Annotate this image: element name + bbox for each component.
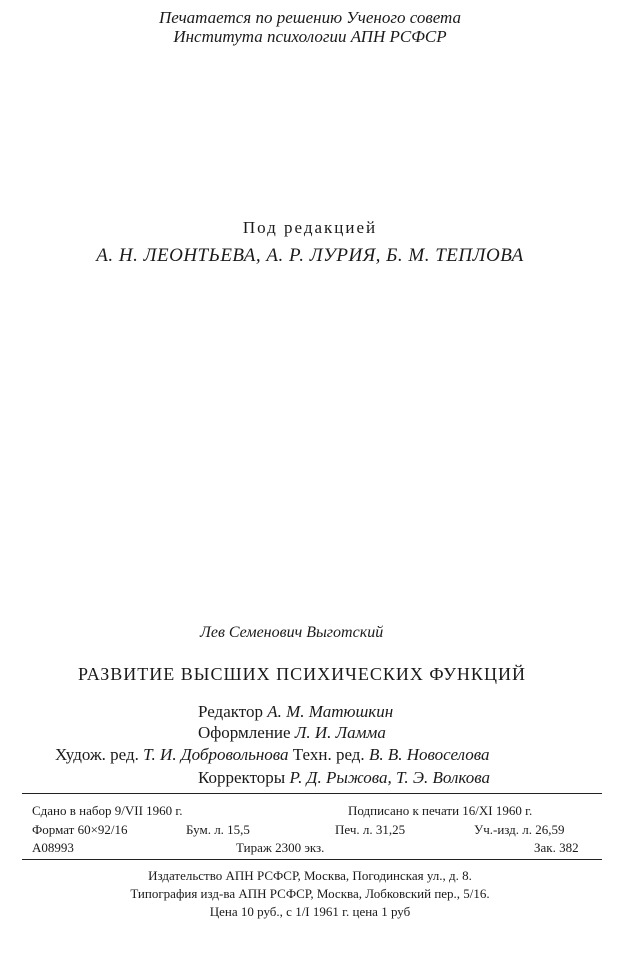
- editors-label: Под редакцией: [242, 218, 378, 237]
- credit-design-label: Оформление: [198, 723, 291, 742]
- imprint-print-sheets: Печ. л. 31,25: [335, 822, 406, 837]
- credit-editor: [198, 702, 393, 722]
- credit-art-label: Худож. ред.: [55, 745, 139, 764]
- imprint-bottom-rule: [22, 859, 602, 860]
- credit-proofreaders: [198, 768, 490, 788]
- credit-tech-label: Техн. ред.: [292, 745, 365, 764]
- credit-design-name: Л. И. Ламма: [294, 723, 386, 742]
- imprint-top-rule: [22, 793, 602, 794]
- book-title: РАЗВИТИЕ ВЫСШИХ ПСИХИЧЕСКИХ ФУНКЦИЙ: [78, 664, 526, 684]
- credit-editor-name: А. М. Матюшкин: [267, 702, 394, 721]
- imprint-pub-sheets: Уч.-изд. л. 26,59: [474, 822, 565, 837]
- approval-line-2: Института психологии АПН РСФСР: [173, 27, 447, 46]
- imprint-signed: Подписано к печати 16/XI 1960 г.: [348, 803, 533, 818]
- credit-proof-label: Корректоры: [198, 768, 286, 787]
- credit-art-tech: [55, 745, 489, 765]
- credit-design: [198, 723, 386, 743]
- credit-editor-label: Редактор: [198, 702, 263, 721]
- editors-names: А. Н. ЛЕОНТЬЕВА, А. Р. ЛУРИЯ, Б. М. ТЕПЛОВА: [96, 245, 524, 266]
- imprint-submitted: Сдано в набор 9/VII 1960 г.: [32, 803, 183, 818]
- publisher-line-1: Издательство АПН РСФСР, Москва, Погодинская ул., д. 8.: [148, 868, 472, 883]
- imprint-order: Зак. 382: [534, 840, 579, 855]
- publisher-line-2: Типография изд-ва АПН РСФСР, Москва, Лобковский пер., 5/16.: [130, 886, 490, 901]
- imprint-format: Формат 60×92/16: [32, 822, 128, 837]
- imprint-run: Тираж 2300 экз.: [236, 840, 325, 855]
- credit-art-name: Т. И. Добровольнова: [143, 745, 289, 764]
- credit-proof-names: Р. Д. Рыжова, Т. Э. Волкова: [289, 768, 490, 787]
- approval-line-1: Печатается по решению Ученого совета: [158, 8, 462, 27]
- credit-tech-name: В. В. Новоселова: [368, 745, 490, 764]
- book-author: Лев Семенович Выготский: [200, 624, 384, 641]
- price-line: Цена 10 руб., с 1/I 1961 г. цена 1 руб: [209, 904, 411, 919]
- imprint-code: А08993: [32, 840, 74, 855]
- imprint-paper: Бум. л. 15,5: [186, 822, 250, 837]
